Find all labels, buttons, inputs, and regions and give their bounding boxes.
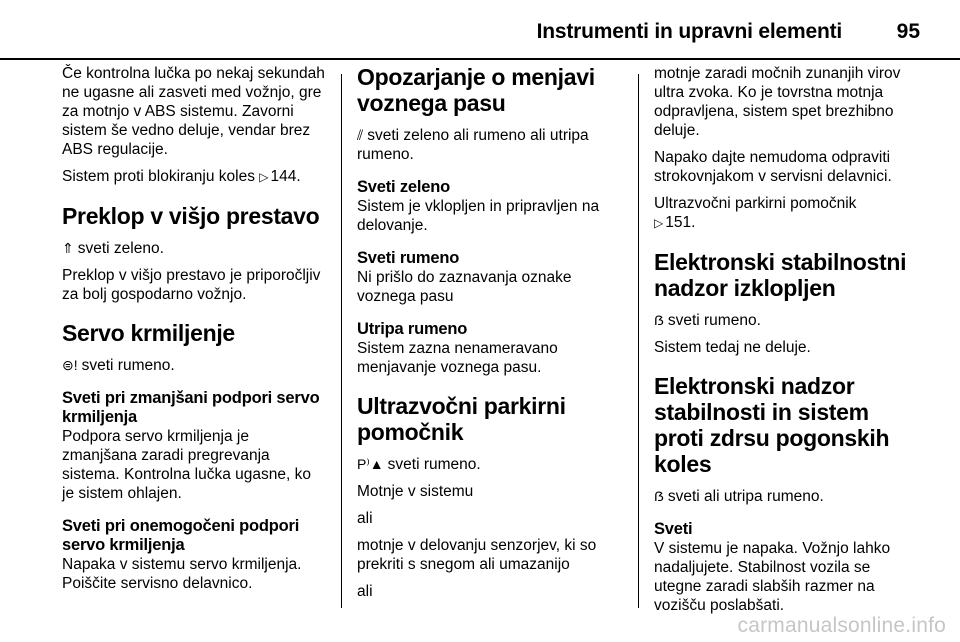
page-ref-arrow-icon: ▷ (654, 216, 664, 230)
column-divider-2 (638, 74, 639, 608)
watermark: carmanualsonline.info (737, 614, 946, 637)
esc-off-heading: Elektronski stabilnostni nadzor izklopljen (654, 249, 907, 301)
park-reference-page[interactable]: 151. (665, 214, 696, 231)
lane-heading: Opozarjanje o menjavi voznega pasu (357, 64, 595, 116)
esc-on-heading: Sveti (654, 520, 693, 538)
servo-disabled-heading: Sveti pri onemogočeni podpori servo krmiljenja (62, 517, 300, 554)
lane-departure-icon: ⫽ (357, 127, 364, 143)
header-divider (0, 58, 960, 60)
lane-blink-heading: Utripa rumeno (357, 320, 468, 338)
abs-paragraph: Če kontrolna lučka po nekaj sekundah ne ugasne ali zasveti med vožnjo, gre za motnjo v ABS sistemu. Zavorni sistem še vedno deluje, vendar brez ABS regulacije. (62, 65, 325, 158)
upshift-arrow-icon: ⇑ (62, 240, 74, 256)
upshift-status-text: sveti zeleno. (77, 240, 164, 257)
upshift-status (62, 239, 327, 258)
column-1 (62, 64, 327, 601)
esc-off-status (654, 311, 916, 330)
park-status-text: sveti rumeno. (387, 456, 481, 473)
lane-blink-paragraph: Sistem zazna nenameravano menjavanje voznega pasu. (357, 340, 558, 376)
esc-status-text: sveti ali utripa rumeno. (667, 488, 824, 505)
servo-status-text: sveti rumeno. (81, 357, 175, 374)
lane-yellow-heading: Sveti rumeno (357, 249, 460, 267)
abs-reference-text: Sistem proti blokiranju koles (62, 168, 255, 185)
esc-off-status-text: sveti rumeno. (667, 312, 761, 329)
lane-status (357, 126, 622, 164)
esc-skid-icon: ẞ (654, 488, 664, 504)
lane-green-heading: Sveti zeleno (357, 178, 450, 196)
abs-reference-page[interactable]: 144. (270, 168, 301, 185)
esc-off-paragraph: Sistem tedaj ne deluje. (654, 339, 811, 356)
column-3 (654, 64, 916, 623)
parking-sensor-icon: P⁾▲ (357, 456, 384, 472)
page-ref-arrow-icon: ▷ (259, 170, 269, 184)
park-service-paragraph: Napako dajte nemudoma odpraviti strokovnjakom v servisni delavnici. (654, 149, 892, 185)
park-paragraph-4: ali (357, 583, 373, 600)
servo-status (62, 356, 327, 375)
upshift-paragraph: Preklop v višjo prestavo je priporočljiv za bolj gospodarno vožnjo. (62, 267, 321, 303)
park-reference (654, 194, 916, 233)
park-reference-text: Ultrazvočni parkirni pomočnik (654, 195, 857, 212)
park-status (357, 455, 622, 474)
esc-off-icon: ẞ (654, 312, 664, 328)
esc-status (654, 487, 916, 506)
steering-wheel-warning-icon: ⊜! (62, 357, 78, 373)
park-paragraph-1: Motnje v sistemu (357, 483, 474, 500)
park-paragraph-2: ali (357, 510, 373, 527)
column-2 (357, 64, 622, 609)
page-number: 95 (896, 20, 920, 43)
upshift-heading: Preklop v višjo prestavo (62, 203, 320, 229)
park-paragraph-3: motnje v delovanju senzorjev, ki so prekriti s snegom ali umazanijo (357, 537, 597, 573)
park-heading: Ultrazvočni parkirni pomočnik (357, 393, 566, 445)
esc-on-paragraph: V sistemu je napaka. Vožnjo lahko nadaljujete. Stabilnost vozila se utegne zaradi slabših razmer na vozišču poslabšati. (654, 540, 891, 614)
lane-yellow-paragraph: Ni prišlo do zaznavanja oznake voznega pasu (357, 269, 572, 305)
servo-disabled-paragraph: Napaka v sistemu servo krmiljenja. Poiščite servisno delavnico. (62, 556, 302, 592)
servo-heading: Servo krmiljenje (62, 320, 235, 346)
lane-status-text: sveti zeleno ali rumeno ali utripa rumeno. (357, 127, 589, 163)
esc-heading: Elektronski nadzor stabilnosti in sistem proti zdrsu pogonskih koles (654, 373, 890, 477)
park-cont-paragraph: motnje zaradi močnih zunanjih virov ultra zvoka. Ko je tovrstna motnja odpravljena, sistem spet brezhibno deluje. (654, 65, 901, 139)
servo-reduced-paragraph: Podpora servo krmiljenja je zmanjšana zaradi pregrevanja sistema. Kontrolna lučka ugasne, ko je sistem ohlajen. (62, 428, 311, 502)
servo-reduced-heading: Sveti pri zmanjšani podpori servo krmiljenja (62, 389, 320, 426)
lane-green-paragraph: Sistem je vklopljen in pripravljen na delovanje. (357, 198, 600, 234)
column-divider-1 (341, 74, 342, 608)
page-header (0, 0, 960, 56)
abs-reference (62, 167, 327, 187)
page-title: Instrumenti in upravni elementi (536, 20, 842, 43)
